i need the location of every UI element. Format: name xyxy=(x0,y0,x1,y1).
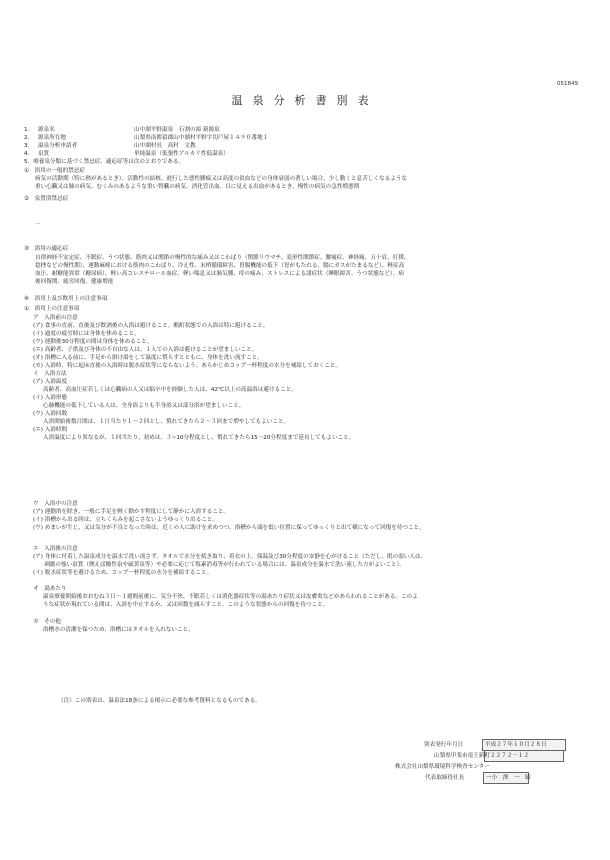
page-title: 温泉分析書別表 xyxy=(231,94,379,107)
issue-date-label: 別表発行年月日 xyxy=(424,742,464,748)
bath-notes-heading: ① 浴用上の注意事項 xyxy=(24,306,80,312)
section-5-intro: 5．療養泉分類に基づく禁忌症、適応症等は次のとおりである。 xyxy=(24,159,185,165)
issuer-address: 山梨県甲斐市竜王新町２２７２－１２ xyxy=(434,753,530,759)
section-during-bath: ウ 入浴中の注意 (ア) 運動浴を除き、一般に手足を軽く動かす程度にして静かに入浴すること。 (イ) 浴槽から出る時は、立ちくらみを起こさないようゆっくり出ること。 (ウ) めまいが生じ、又は気分が不良となった時は、近くの人に助けを求めつつ、浴槽から頭を低い位置に保ってゆっくりと出て横になって回復を待つこと。 xyxy=(33,501,425,531)
meta-list xyxy=(24,126,268,166)
section-other: カ その他 浴槽水の清潔を保つため、浴槽にはタオルを入れないこと。 xyxy=(33,619,194,633)
indication-text: 自律神経不安定症、不眠症、うつ状態、筋肉又は関節の慢性的な痛み又はこわばり（関節リウマチ、変形性関節症、腰痛症、神経痛、五十肩、打撲、 捻挫などの慢性期）、運動麻痺における筋肉のこわばり、冷え性、末梢循環障害、胃腸機能の低下（胃がもたれる、腸にガスがたまるなど）、軽症高 血圧、耐糖能異常（糖尿病）、軽い高コレステロール血症、軽い喘息又は肺気腫、痔の痛み、ストレスによる諸症状（睡眠障害、うつ状態など）、病 後回復期、疲労回復、健康増進 xyxy=(35,255,410,285)
representative-name: 一小 澤 一 昭 xyxy=(486,775,531,781)
indication-heading: ③ 浴用の適応症 xyxy=(24,246,69,252)
issue-date-value: 平成２７年１０月２８日 xyxy=(485,742,547,748)
section-bath-fatigue: オ 湯あたり 温泉療養開始後おおむね３日～１週間前後に、気分不快、不眠若しくは消化器症状等の湯あたり症状又は皮膚炎などがあらわれることがある。このよ うな症状が現れている間は、入浴を中止するか、又は回数を減らすこと。このような状態からの回復を待つこと。 xyxy=(33,586,418,608)
general-contraindication-heading: ① 浴用の一般的禁忌症 xyxy=(24,168,85,174)
quality-contraindication-heading: ② 泉質別禁忌症 xyxy=(24,196,69,202)
section-bath-method: イ 入浴方法 (ア) 入浴温度 高齢者、高血圧症若しくは心臓病の人又は脳卒中を経験した人は、42℃以上の高温浴は避けること。 (イ) 入浴形態 心肺機能の低下している人は、全身浴よりも半身浴又は部分浴が望ましいこと。 (ウ) 入浴回数 入浴開始後数日間は、１日当たり１～２回とし、慣れてきたら２～３回まで増やしてもよいこと。 (エ) 入浴時間 入浴温度により異なるが、１回当たり、初めは、３~10分程度とし、慣れてきたら15～20分程度まで延長してもよいこと。 xyxy=(33,371,355,441)
meta-row-applicant: 3. 温泉分析申請者 山中湖村長 高村 文教 xyxy=(24,143,196,149)
footnote: （注）この別表は、温泉法18条による掲示に必要な参考資料となるものである。 xyxy=(58,698,261,704)
meta-row-spring-quality: 4. 泉質 単純温泉（低張性アルカリ性低温泉） xyxy=(24,151,229,157)
meta-row-spring-name: 1. 源泉名 山中湖平野温泉 石割の湯 新源泉 xyxy=(24,127,220,133)
section-before-bath: ア 入浴前の注意 (ア) 食事の直前、直後及び飲酒後の入浴は避けること。酩酊状態での入浴は特に避けること。 (イ) 過度の疲労時には身体を休めること。 (ウ) 運動後30分程度の間は身体を休めること。 (エ) 高齢者、子供及び身体の不自由な人は、１人での入浴は避けることが望ましいこと。 (オ) 浴槽に入る前に、手足から掛け湯をして温度に慣らすとともに、身体を洗い流すこと。 (カ) 入浴時、特に起床直後の入浴時は脱水症状等にならないよう、あらかじめコップ一杯程度の水分を補給しておくこと。 xyxy=(33,315,342,369)
general-contraindication-text: 病気の活動期（特に熱があるとき）、活動性の結核、進行した悪性腫瘍又は高度の貧血などの身体衰弱の著しい場合、少し動くと息苦しくなるような 重い心臓又は肺の病気、むくみのあるような重い腎臓の病気、消化管出血、目に見える出血があるとき、慢性の病気の急性増悪期 xyxy=(35,176,407,190)
document-number: 051849 xyxy=(557,81,578,87)
notes-heading: ④ 浴用上及び飲用上の注意事項 xyxy=(24,296,108,302)
issuer-company: 株式会社山梨県環境科学検査センター xyxy=(395,764,490,770)
representative-label: 代表取締役社長 xyxy=(425,775,465,781)
section-after-bath: エ 入浴後の注意 (ア) 身体に付着した温泉成分を温水で洗い流さず、タオルで水分を拭き取り、着衣の上、保温及び30分程度の安静を心がけること（ただし、肌の弱い人は、 刺激の強い泉質（例えば酸性泉や硫黄泉等）や必要に応じて塩素消毒等が行われている場合には、温泉成分を温水で洗い流した方がよいこと）。 (イ) 脱水症状等を避けるため、コップ一杯程度の水分を補給すること。 xyxy=(33,546,427,576)
quality-contraindication-text: － xyxy=(35,222,41,228)
meta-row-location: 2. 源泉所在地 山梨県南都留郡山中湖村平野字切戸屋１４９０番地１ xyxy=(24,135,269,141)
